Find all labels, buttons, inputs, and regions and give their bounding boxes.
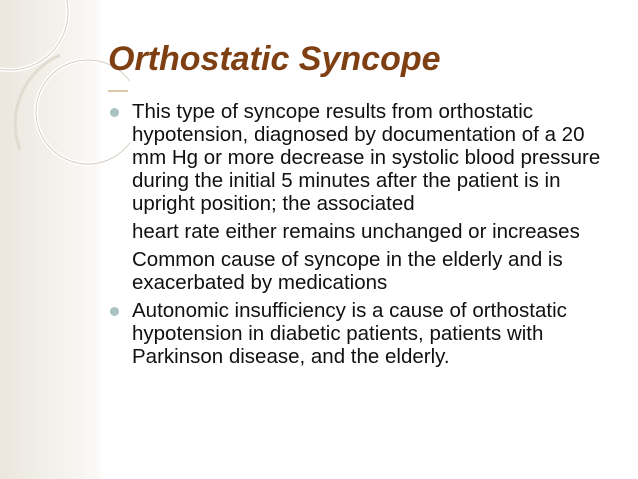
- title-underline: [108, 90, 128, 92]
- paragraph-text: This type of syncope results from orthostatic hypotension, diagnosed by documentation of a 20 mm Hg or more decrease in systolic blood pressure during the initial 5 minutes after the patient is in upright position; the associated: [132, 100, 601, 215]
- paragraph-2: [108, 220, 620, 243]
- paragraph-text: heart rate either remains unchanged or increases: [132, 220, 580, 243]
- slide-title: Orthostatic Syncope: [108, 40, 441, 78]
- slide-body: [108, 100, 620, 368]
- bullet-icon: [110, 307, 119, 316]
- bullet-icon: [110, 108, 119, 117]
- paragraph-text: Common cause of syncope in the elderly and is exacerbated by medications: [132, 248, 563, 294]
- paragraph-1: [108, 100, 620, 215]
- paragraph-text: Autonomic insufficiency is a cause of orthostatic hypotension in diabetic patients, patients with Parkinson disease, and the elderly.: [132, 299, 567, 368]
- paragraph-4: [108, 299, 620, 368]
- paragraph-3: [108, 248, 620, 294]
